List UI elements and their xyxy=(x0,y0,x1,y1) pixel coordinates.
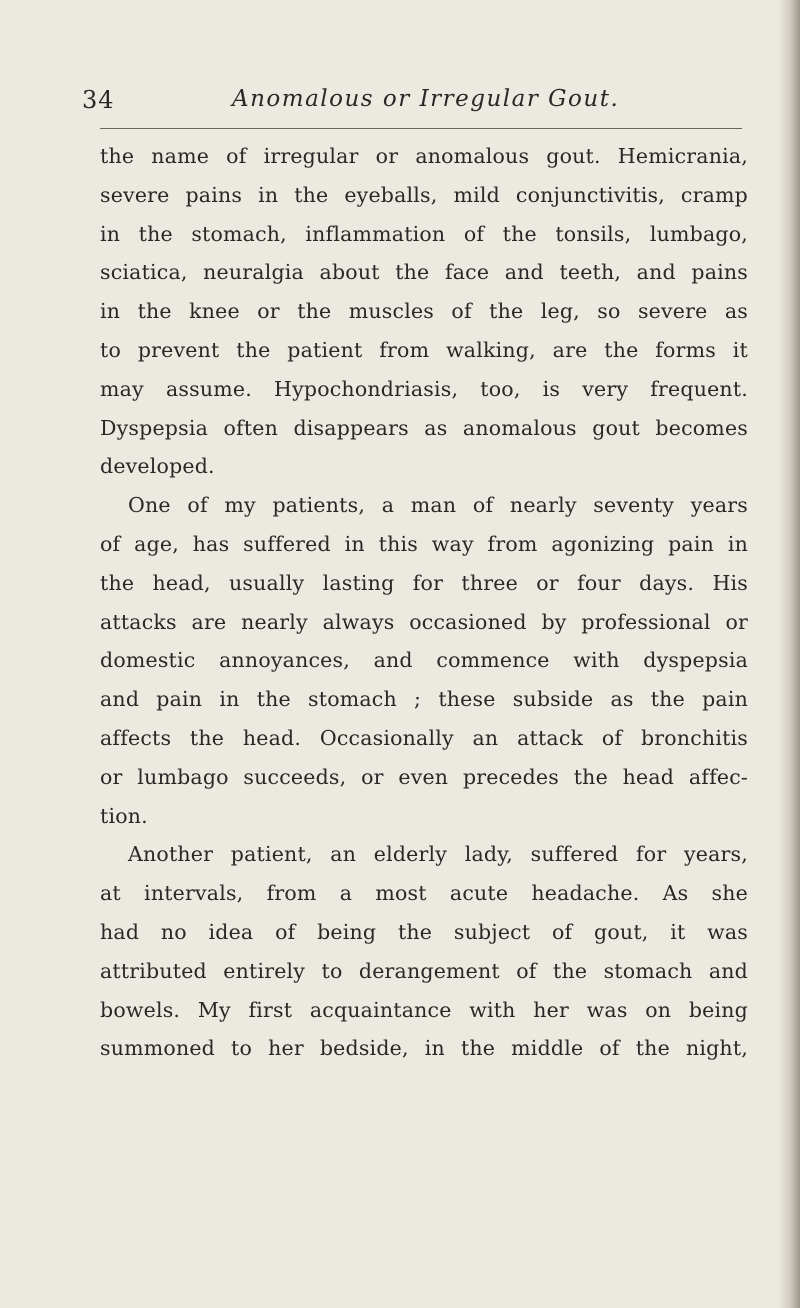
text-line: affects the head. Occasionally an attack of bronchitis xyxy=(100,725,748,750)
text-line: attacks are nearly always occasioned by professional or xyxy=(100,609,748,634)
text-line: the name of irregular or anomalous gout. Hemicrania, xyxy=(100,144,748,168)
text-line: Dyspepsia often disappears as anomalous gout becomes xyxy=(100,415,748,440)
text-line: severe pains in the eyeballs, mild conjunctivitis, cramp xyxy=(100,182,748,207)
text-line: sciatica, neuralgia about the face and teeth, and pains xyxy=(100,260,748,285)
text-line: tion. xyxy=(100,803,148,828)
text-line: developed. xyxy=(100,454,215,479)
text-line: bowels. My first acquaintance with her was on being xyxy=(100,997,748,1022)
text-line: and pain in the stomach ; these subside as the pain xyxy=(100,687,748,712)
text-line: may assume. Hypochondriasis, too, is very frequent. xyxy=(100,376,748,401)
text-line: summoned to her bedside, in the middle of the night, xyxy=(100,1036,748,1061)
text-line: at intervals, from a most acute headache. As she xyxy=(100,881,748,906)
page-number: 34 xyxy=(82,86,115,114)
text-line: or lumbago succeeds, or even precedes the head affec- xyxy=(100,764,748,789)
text-line: the head, usually lasting for three or four days. His xyxy=(100,570,748,595)
text-line: in the stomach, inflammation of the tonsils, lumbago, xyxy=(100,221,748,246)
text-line: domestic annoyances, and commence with dyspepsia xyxy=(100,648,748,673)
running-title: Anomalous or Irregular Gout. xyxy=(232,86,620,112)
body-text xyxy=(100,137,748,1068)
page-header xyxy=(82,80,742,120)
text-line: to prevent the patient from walking, are the forms it xyxy=(100,337,748,362)
text-line: had no idea of being the subject of gout, it was xyxy=(100,919,748,944)
header-rule xyxy=(100,128,742,129)
text-line: Another patient, an elderly lady, suffered for years, xyxy=(128,842,748,867)
text-line: attributed entirely to derangement of the stomach and xyxy=(100,958,748,983)
text-line: in the knee or the muscles of the leg, so severe as xyxy=(100,299,748,324)
text-line: One of my patients, a man of nearly seventy years xyxy=(128,493,748,518)
page-edge-shadow xyxy=(778,0,800,1308)
text-line: of age, has suffered in this way from agonizing pain in xyxy=(100,531,748,556)
